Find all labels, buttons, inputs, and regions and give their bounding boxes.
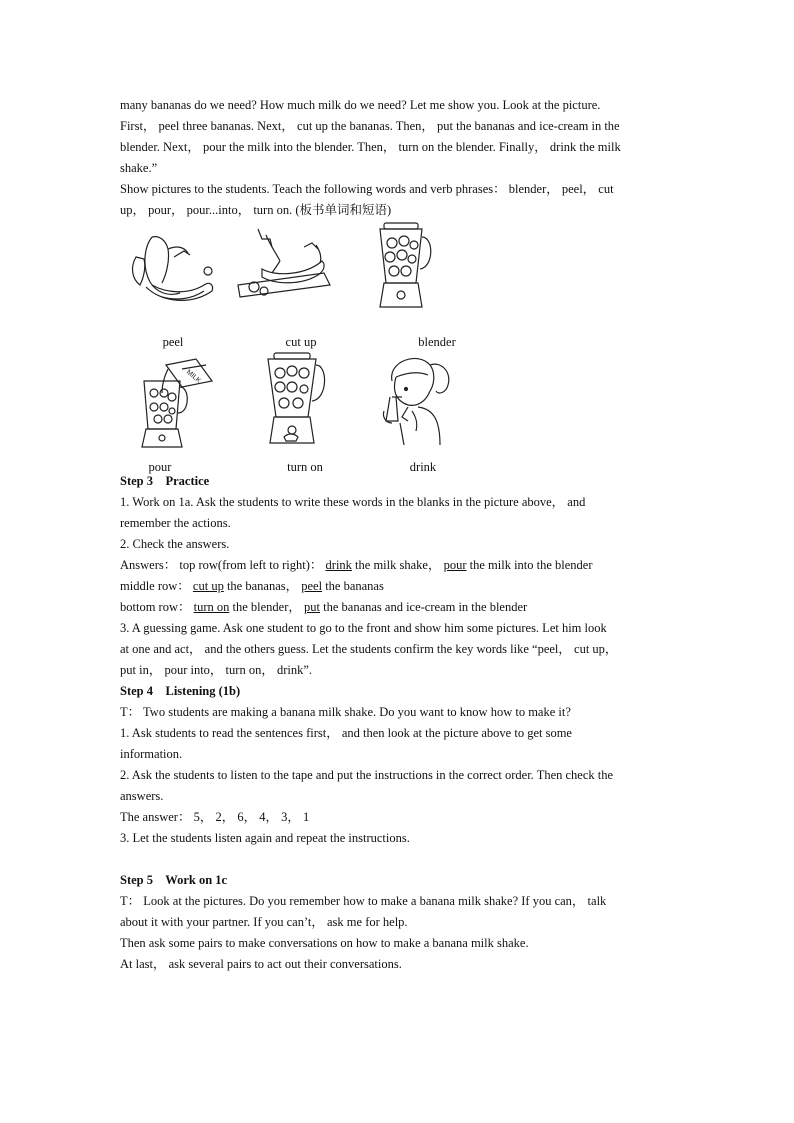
- answer-put: put: [304, 600, 320, 614]
- answer-cut-up: cut up: [192, 579, 224, 593]
- caption-drink: drink: [409, 460, 437, 474]
- step5-teacher-line-2: about it with your partner. If you can’t， ask me for help.: [120, 915, 408, 929]
- step3-item3-line1: 3. A guessing game. Ask one student to go to the front and show him some pictures. Let him look: [120, 621, 607, 635]
- vocabulary-pictures: [120, 221, 676, 474]
- middle-prefix: middle row：: [120, 579, 193, 593]
- step3-item1-line1: 1. Work on 1a. Ask the students to write these words in the blanks in the picture above， and: [120, 495, 586, 509]
- step4-item1-line1: 1. Ask students to read the sentences first， and then look at the picture above to get some: [120, 726, 572, 740]
- intro-line-2: First， peel three bananas. Next， cut up the bananas. Then， put the bananas and ice-cream in the: [120, 119, 620, 133]
- answers-prefix: Answers： top row(from left to right)：: [120, 558, 326, 572]
- step4-item2-line2: answers.: [120, 789, 164, 803]
- answer-middle-text-1: the bananas，: [223, 579, 302, 593]
- step3-item3-line2: at one and act， and the others guess. Let the students confirm the key words like “peel， cut up，: [120, 642, 618, 656]
- step5-line-3: Then ask some pairs to make conversations on how to make a banana milk shake.: [120, 936, 529, 950]
- step3-item2: 2. Check the answers.: [120, 537, 230, 551]
- intro-line-6: up， pour， pour...into， turn on. (板书单词和短语): [120, 203, 392, 217]
- cutting-banana-icon: [236, 225, 336, 307]
- intro-line-3: blender. Next， pour the milk into the blender. Then， turn on the blender. Finally， drink the milk: [120, 140, 621, 154]
- answers-middle-row: [120, 576, 676, 597]
- answer-top-text-2: the milk into the blender: [466, 558, 593, 572]
- step4-item2-line1: 2. Ask the students to listen to the tape and put the instructions in the correct order. Then check the: [120, 768, 614, 782]
- answer-turn-on: turn on: [193, 600, 230, 614]
- svg-text:MILK: MILK: [184, 368, 202, 385]
- step5-teacher-line-1: T： Look at the pictures. Do you remember how to make a banana milk shake? If you can， talk: [120, 894, 607, 908]
- step4-item3: 3. Let the students listen again and repeat the instructions.: [120, 831, 410, 845]
- caption-peel: peel: [162, 335, 184, 349]
- step3-title: Step 3 Practice: [120, 474, 210, 488]
- answers-top-row: [120, 555, 676, 576]
- spacer: [120, 849, 676, 870]
- girl-drinking-icon: [378, 351, 460, 447]
- intro-line-1: many bananas do we need? How much milk do we need? Let me show you. Look at the picture.: [120, 98, 601, 112]
- answer-drink: drink: [325, 558, 352, 572]
- bottom-prefix: bottom row：: [120, 600, 194, 614]
- pouring-milk-icon: [136, 357, 222, 449]
- answers-bottom-row: [120, 597, 676, 618]
- answer-top-text-1: the milk shake，: [351, 558, 444, 572]
- answer-pour: pour: [443, 558, 467, 572]
- answer-bottom-text-1: the blender，: [229, 600, 305, 614]
- answer-bottom-text-2: the bananas and ice-cream in the blender: [320, 600, 528, 614]
- caption-turn-on: turn on: [287, 460, 323, 474]
- step4-answer: The answer： 5， 2， 6， 4， 3， 1: [120, 810, 310, 824]
- step4-item1-line2: information.: [120, 747, 183, 761]
- step3-item3-line3: put in， pour into， turn on， drink”.: [120, 663, 312, 677]
- caption-pour: pour: [148, 460, 172, 474]
- blender-on-icon: [260, 351, 332, 447]
- blender-icon: [370, 221, 440, 311]
- caption-cut-up: cut up: [285, 335, 317, 349]
- step5-title: Step 5 Work on 1c: [120, 873, 228, 887]
- step4-teacher-line: T： Two students are making a banana milk shake. Do you want to know how to make it?: [120, 705, 571, 719]
- step3-item1-line2: remember the actions.: [120, 516, 231, 530]
- answer-peel: peel: [301, 579, 323, 593]
- banana-peel-icon: [122, 227, 218, 307]
- answer-middle-text-2: the bananas: [322, 579, 384, 593]
- intro-line-5: Show pictures to the students. Teach the following words and verb phrases： blender， peel， cut: [120, 182, 614, 196]
- step4-title: Step 4 Listening (1b): [120, 684, 241, 698]
- step5-line-4: At last， ask several pairs to act out their conversations.: [120, 957, 402, 971]
- caption-blender: blender: [418, 335, 456, 349]
- intro-line-4: shake.”: [120, 161, 158, 175]
- lesson-page: [120, 95, 676, 975]
